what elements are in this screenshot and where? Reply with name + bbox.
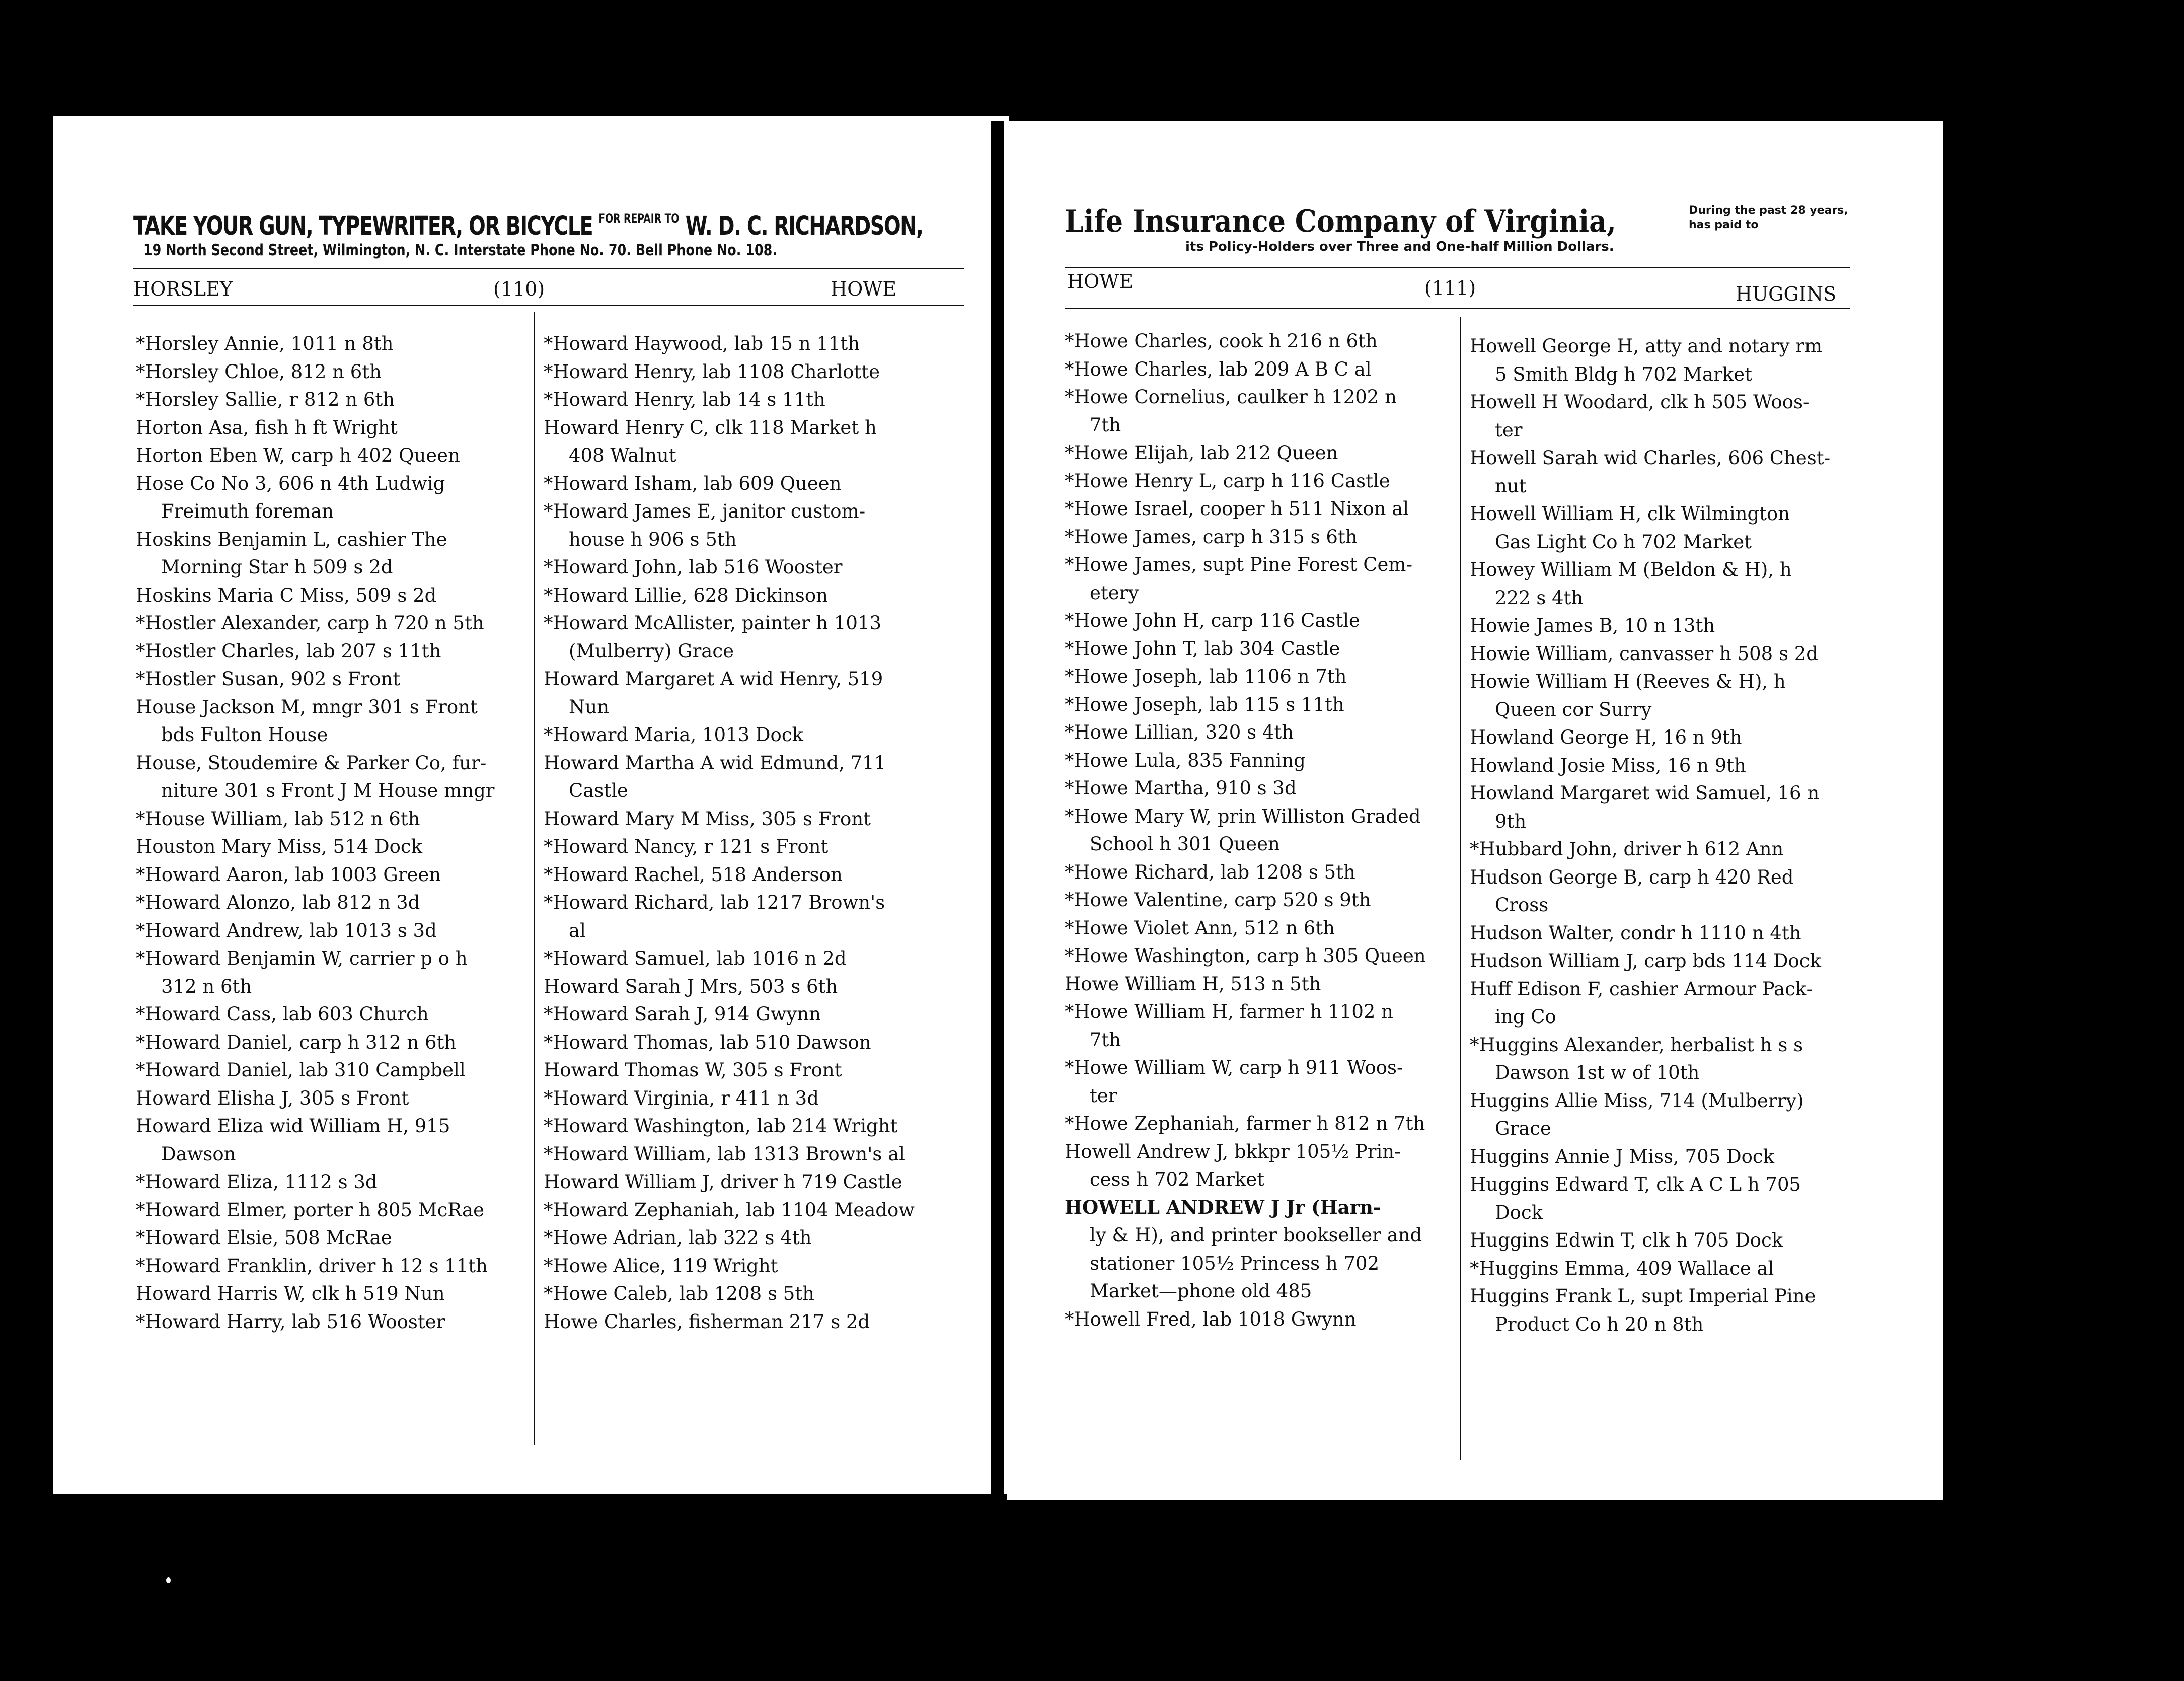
directory-entry: [544, 1029, 976, 1057]
directory-entry: [544, 665, 976, 721]
entry-continuation: nut: [1495, 475, 1527, 497]
directory-entry: [136, 1112, 569, 1168]
entry-line: Huggins Frank L, supt Imperial Pine: [1470, 1285, 1816, 1307]
directory-entry: [1470, 500, 1862, 556]
entry-line: Howland Margaret wid Samuel, 16 n: [1470, 782, 1820, 804]
entry-line: Howard Eliza wid William H, 915: [136, 1115, 450, 1137]
directory-entry: [544, 1112, 976, 1140]
entry-line: *Howe John T, lab 304 Castle: [1065, 637, 1340, 660]
life-insurance-advertisement: [1065, 204, 1920, 254]
directory-entry: [1065, 858, 1482, 887]
entry-continuation: stationer 105½ Princess h 702: [1090, 1252, 1380, 1274]
entry-line: Hose Co No 3, 606 n 4th Ludwig: [136, 472, 445, 494]
entry-line: Howell Sarah wid Charles, 606 Chest-: [1470, 447, 1831, 469]
directory-entry: [1470, 1087, 1862, 1143]
entry-line: *Horsley Annie, 1011 n 8th: [136, 333, 394, 354]
entry-line: Howie James B, 10 n 13th: [1470, 615, 1715, 636]
entry-line: House, Stoudemire & Parker Co, fur-: [136, 752, 487, 774]
entry-line: *Howe William H, farmer h 1102 n: [1065, 1001, 1393, 1022]
entry-line: *Howard Samuel, lab 1016 n 2d: [544, 947, 847, 969]
entry-line: *Huggins Alexander, herbalist h s s: [1470, 1034, 1803, 1056]
entry-line: *Howe Zephaniah, farmer h 812 n 7th: [1065, 1113, 1425, 1134]
entry-line: Howe Charles, fisherman 217 s 2d: [544, 1310, 870, 1333]
directory-entry: [544, 721, 976, 749]
directory-entry: [1065, 942, 1482, 970]
directory-entry: [1065, 439, 1482, 467]
directory-entry: [136, 861, 569, 889]
directory-entry: [544, 581, 976, 610]
entry-line: *Howard Elsie, 508 McRae: [136, 1227, 392, 1249]
directory-entry: [544, 1140, 976, 1168]
entry-continuation: house h 906 s 5th: [569, 528, 737, 550]
entry-line: *Howard Richard, lab 1217 Brown's: [544, 892, 885, 913]
directory-entry: [136, 1168, 569, 1196]
directory-entry: [136, 330, 569, 358]
entry-line: *Howard Benjamin W, carrier p o h: [136, 947, 468, 969]
directory-entry: [1470, 779, 1862, 835]
directory-entry: [1470, 1031, 1862, 1087]
entry-continuation: bds Fulton House: [161, 724, 328, 746]
entry-line: *Howe John H, carp 116 Castle: [1065, 610, 1360, 631]
directory-entry: [1065, 747, 1482, 775]
page-number: (110): [493, 278, 545, 300]
directory-entry: [544, 1168, 976, 1196]
left-page: [53, 116, 1009, 1494]
directory-entry: [1470, 1282, 1862, 1338]
entry-continuation: 408 Walnut: [569, 445, 676, 466]
directory-entry: [1470, 863, 1862, 919]
entry-continuation: Gas Light Co h 702 Market: [1495, 531, 1752, 553]
entry-continuation: 9th: [1495, 810, 1527, 832]
directory-entry: [1470, 947, 1862, 975]
directory-entry: [544, 1084, 976, 1113]
running-head-right: HUGGINS: [1736, 283, 1837, 305]
entry-line: Howell Andrew J, bkkpr 105½ Prin-: [1065, 1140, 1401, 1162]
page-gutter: [991, 121, 1004, 1499]
entry-line: *Howe Joseph, lab 1106 n 7th: [1065, 666, 1347, 687]
directory-entry: [136, 526, 569, 581]
directory-entry: [1065, 523, 1482, 551]
entry-line: *Howard Harry, lab 516 Wooster: [136, 1310, 445, 1333]
ad-headline: [133, 211, 923, 241]
directory-entry: [1470, 1226, 1862, 1255]
right-page: [1007, 121, 1943, 1500]
entry-line: *Howe Mary W, prin Williston Graded: [1065, 805, 1421, 827]
entry-line: *Hostler Alexander, carp h 720 n 5th: [136, 612, 484, 634]
entry-line: *Howe Violet Ann, 512 n 6th: [1065, 917, 1335, 939]
directory-entry: [544, 1196, 976, 1224]
entry-line: Howie William H (Reeves & H), h: [1470, 671, 1786, 692]
directory-entry: [1470, 835, 1862, 863]
entry-line: Huggins Annie J Miss, 705 Dock: [1470, 1145, 1775, 1167]
directory-entry: [1470, 919, 1862, 947]
entry-line: *Howard Daniel, lab 310 Campbell: [136, 1059, 466, 1081]
entry-line: *Howe Lula, 835 Fanning: [1065, 749, 1306, 771]
directory-entry: [544, 1308, 976, 1336]
entry-line: *Howard Alonzo, lab 812 n 3d: [136, 892, 420, 913]
entry-line: *House William, lab 512 n 6th: [136, 808, 420, 830]
directory-column-1: [1065, 327, 1482, 1333]
entry-continuation: Castle: [569, 780, 628, 801]
entry-line: Howe William H, 513 n 5th: [1065, 973, 1321, 995]
entry-line: *Horsley Sallie, r 812 n 6th: [136, 389, 395, 410]
entry-continuation: Product Co h 20 n 8th: [1495, 1313, 1704, 1335]
entry-line: Howell H Woodard, clk h 505 Woos-: [1470, 391, 1810, 413]
entry-line: *Howard Thomas, lab 510 Dawson: [544, 1031, 871, 1053]
entry-line: *Howe William W, carp h 911 Woos-: [1065, 1057, 1403, 1078]
directory-entry: [136, 1056, 569, 1084]
directory-entry: [1065, 551, 1482, 607]
entry-line: Howard Henry C, clk 118 Market h: [544, 416, 877, 438]
directory-entry: [1470, 668, 1862, 723]
entry-line: *Howard James E, janitor custom-: [544, 500, 866, 522]
entry-line: *Howard Cass, lab 603 Church: [136, 1003, 429, 1025]
directory-entry: [136, 665, 569, 693]
entry-line: Howey William M (Beldon & H), h: [1470, 559, 1792, 580]
directory-entry: [544, 386, 976, 414]
entry-line: *Howe James, supt Pine Forest Cem-: [1065, 554, 1413, 575]
directory-entry: [1065, 774, 1482, 802]
entry-line: *Howe Elijah, lab 212 Queen: [1065, 442, 1338, 464]
entry-continuation: 312 n 6th: [161, 975, 252, 997]
entry-line: *Huggins Emma, 409 Wallace al: [1470, 1257, 1774, 1279]
entry-continuation: Nun: [569, 696, 610, 718]
entry-continuation: Freimuth foreman: [161, 500, 334, 522]
entry-continuation: 7th: [1090, 414, 1121, 436]
entry-line: Howard Martha A wid Edmund, 711: [544, 752, 886, 774]
scan-speck: [166, 1577, 171, 1583]
directory-entry: [1065, 802, 1482, 858]
entry-line: *Horsley Chloe, 812 n 6th: [136, 360, 382, 383]
directory-entry: [136, 1084, 569, 1113]
entry-continuation: ing Co: [1495, 1006, 1556, 1028]
header-underline: [133, 305, 964, 306]
directory-entry: [136, 442, 569, 470]
directory-entry: [136, 1000, 569, 1029]
directory-column-2: [544, 330, 976, 1336]
entry-line: Huggins Allie Miss, 714 (Mulberry): [1470, 1089, 1804, 1112]
entry-line: Hudson William J, carp bds 114 Dock: [1470, 950, 1821, 972]
entry-continuation: cess h 702 Market: [1090, 1168, 1265, 1190]
directory-entry: [136, 609, 569, 637]
directory-entry: [1065, 1054, 1482, 1110]
directory-entry: [1065, 467, 1482, 495]
scan-speck: [160, 1478, 164, 1482]
entry-line: Howard Harris W, clk h 519 Nun: [136, 1283, 445, 1304]
entry-line: Huggins Edward T, clk A C L h 705: [1470, 1174, 1801, 1195]
entry-line: Horton Eben W, carp h 402 Queen: [136, 445, 460, 466]
entry-line: *Howe Joseph, lab 115 s 11th: [1065, 693, 1344, 715]
entry-continuation: 222 s 4th: [1495, 587, 1584, 609]
directory-entry: [136, 1280, 569, 1308]
entry-line: Huggins Edwin T, clk h 705 Dock: [1470, 1229, 1783, 1251]
entry-continuation: Cross: [1495, 894, 1549, 916]
entry-line: *Hubbard John, driver h 612 Ann: [1470, 838, 1784, 860]
directory-entry: [544, 889, 976, 944]
directory-entry: [1065, 355, 1482, 384]
directory-entry: [544, 358, 976, 386]
entry-line: *Howe Charles, cook h 216 n 6th: [1065, 330, 1378, 352]
directory-entry: [1065, 998, 1482, 1054]
directory-entry: [136, 470, 569, 526]
ad-subline: its Policy-Holders over Three and One-half Million Dollars.: [1185, 239, 1614, 254]
entry-line: *Howard Maria, 1013 Dock: [544, 724, 803, 746]
directory-entry: [136, 414, 569, 442]
entry-line: *Howard Lillie, 628 Dickinson: [544, 584, 829, 606]
ad-headline-small: FOR REPAIR TO: [598, 211, 680, 226]
directory-entry: [544, 414, 976, 470]
directory-entry: [1470, 1255, 1862, 1283]
entry-continuation: Grace: [1495, 1118, 1551, 1139]
entry-line: *Howard Aaron, lab 1003 Green: [136, 863, 441, 886]
entry-continuation: (Mulberry) Grace: [569, 640, 734, 662]
directory-entry: [136, 1252, 569, 1280]
directory-entry: [544, 1252, 976, 1280]
entry-continuation: Dawson: [161, 1143, 236, 1165]
directory-entry: [136, 637, 569, 666]
directory-entry: [1065, 1305, 1482, 1334]
entry-line: Houston Mary Miss, 514 Dock: [136, 836, 423, 857]
entry-continuation: etery: [1090, 581, 1139, 604]
directory-column-1: [136, 330, 569, 1336]
entry-line: *Howard Sarah J, 914 Gwynn: [544, 1003, 821, 1025]
entry-line: *Howard Haywood, lab 15 n 11th: [544, 333, 860, 354]
running-head-right: HOWE: [831, 278, 897, 300]
page-number: (111): [1424, 277, 1476, 299]
directory-entry: [1470, 444, 1862, 500]
directory-entry: [136, 917, 569, 945]
entry-continuation: School h 301 Queen: [1090, 833, 1280, 855]
directory-entry: [1065, 495, 1482, 523]
entry-continuation: 7th: [1090, 1029, 1121, 1051]
directory-entry: [544, 944, 976, 973]
entry-line: *Howard Eliza, 1112 s 3d: [136, 1171, 378, 1193]
entry-line: *Howe Richard, lab 1208 s 5th: [1065, 861, 1355, 883]
entry-line: *Howell Fred, lab 1018 Gwynn: [1065, 1308, 1357, 1330]
entry-line: Howland George H, 16 n 9th: [1470, 726, 1742, 748]
directory-entry: [1065, 886, 1482, 914]
directory-entry: [136, 1308, 569, 1336]
ad-headline-a: TAKE YOUR GUN, TYPEWRITER, OR BICYCLE: [133, 211, 593, 241]
entry-continuation: ter: [1090, 1084, 1117, 1107]
directory-entry: [544, 749, 976, 805]
entry-line: Howard Sarah J Mrs, 503 s 6th: [544, 975, 838, 997]
entry-line: *Howard Rachel, 518 Anderson: [544, 863, 843, 886]
directory-entry: [1470, 612, 1862, 640]
directory-entry: [544, 609, 976, 665]
entry-continuation: ly & H), and printer bookseller and: [1090, 1224, 1422, 1246]
entry-line: *Howe Henry L, carp h 116 Castle: [1065, 470, 1390, 492]
directory-entry: [136, 358, 569, 386]
entry-line: *Howe Martha, 910 s 3d: [1065, 777, 1297, 799]
directory-entry: [1065, 691, 1482, 719]
entry-line: Howard William J, driver h 719 Castle: [544, 1171, 902, 1193]
entry-line: *Howe Lillian, 320 s 4th: [1065, 721, 1294, 743]
directory-entry: [544, 833, 976, 861]
entry-line: *Hostler Susan, 902 s Front: [136, 668, 401, 690]
directory-entry: [136, 1224, 569, 1252]
ad-headline: Life Insurance Company of Virginia,: [1065, 204, 1616, 239]
entry-continuation: al: [569, 919, 586, 941]
entry-line: *Howe Washington, carp h 305 Queen: [1065, 945, 1426, 967]
directory-entry: [1470, 1143, 1862, 1171]
entry-line: Howell William H, clk Wilmington: [1470, 503, 1790, 525]
directory-column-2: [1470, 332, 1862, 1338]
entry-line: *Howard Washington, lab 214 Wright: [544, 1115, 898, 1137]
directory-entry: [1470, 556, 1862, 612]
column-rule: [534, 312, 535, 1445]
entry-line: Horton Asa, fish h ft Wright: [136, 416, 398, 438]
directory-entry: [136, 1196, 569, 1224]
directory-entry: [136, 833, 569, 861]
entry-line: Howard Elisha J, 305 s Front: [136, 1087, 409, 1109]
entry-line: *Howard Elmer, porter h 805 McRae: [136, 1199, 484, 1221]
entry-line: *Howard Zephaniah, lab 1104 Meadow: [544, 1199, 915, 1221]
entry-line: *Howe Valentine, carp 520 s 9th: [1065, 889, 1371, 911]
directory-entry: [1065, 718, 1482, 747]
directory-entry: [1065, 607, 1482, 635]
header-underline: [1065, 308, 1850, 309]
directory-entry: [1470, 723, 1862, 752]
directory-entry: [136, 889, 569, 917]
directory-entry: [136, 749, 569, 805]
entry-line: *Howard Isham, lab 609 Queen: [544, 472, 842, 494]
entry-continuation: Dock: [1495, 1201, 1543, 1223]
directory-entry: [1065, 1194, 1482, 1305]
entry-continuation: Queen cor Surry: [1495, 698, 1652, 720]
entry-line: *Howard McAllister, painter h 1013: [544, 612, 882, 634]
entry-line: *Howe James, carp h 315 s 6th: [1065, 526, 1358, 548]
directory-entry: [136, 805, 569, 833]
header-rule: [1065, 267, 1850, 268]
entry-continuation: Dawson 1st w of 10th: [1495, 1062, 1700, 1083]
entry-line: Howard Margaret A wid Henry, 519: [544, 668, 883, 690]
entry-line: *Howard Nancy, r 121 s Front: [544, 836, 829, 857]
entry-line: HOWELL ANDREW J Jr (Harn-: [1065, 1196, 1381, 1218]
directory-entry: [544, 861, 976, 889]
directory-entry: [1470, 388, 1862, 444]
entry-continuation: Market—phone old 485: [1090, 1280, 1312, 1302]
directory-entry: [1470, 332, 1862, 388]
entry-line: *Howe Adrian, lab 322 s 4th: [544, 1227, 812, 1249]
directory-entry: [1470, 640, 1862, 668]
entry-line: Hoskins Maria C Miss, 509 s 2d: [136, 584, 437, 606]
entry-continuation: Morning Star h 509 s 2d: [161, 556, 393, 578]
directory-entry: [1065, 383, 1482, 439]
entry-line: *Howard Franklin, driver h 12 s 11th: [136, 1255, 488, 1277]
running-head-left: HORSLEY: [133, 278, 233, 300]
header-rule: [133, 268, 964, 269]
entry-line: Howard Mary M Miss, 305 s Front: [544, 808, 871, 830]
directory-entry: [544, 553, 976, 581]
entry-line: *Howe Caleb, lab 1208 s 5th: [544, 1283, 814, 1304]
entry-continuation: ter: [1495, 419, 1523, 441]
ad-aside: During the past 28 years, has paid to: [1689, 204, 1848, 231]
entry-continuation: niture 301 s Front J M House mngr: [161, 780, 495, 801]
directory-entry: [136, 581, 569, 610]
entry-line: *Howard John, lab 516 Wooster: [544, 556, 843, 578]
directory-entry: [544, 973, 976, 1001]
entry-line: Howell George H, atty and notary rm: [1470, 335, 1823, 357]
directory-entry: [136, 693, 569, 749]
directory-entry: [544, 805, 976, 833]
directory-entry: [1065, 1138, 1482, 1194]
directory-entry: [1065, 663, 1482, 691]
column-rule: [1460, 317, 1461, 1460]
directory-entry: [544, 1056, 976, 1084]
directory-entry: [136, 1029, 569, 1057]
directory-entry: [136, 944, 569, 1000]
entry-line: *Howard Henry, lab 14 s 11th: [544, 389, 825, 410]
entry-line: House Jackson M, mngr 301 s Front: [136, 696, 478, 718]
directory-entry: [544, 1224, 976, 1252]
ad-headline-b: W. D. C. RICHARDSON,: [685, 211, 923, 241]
entry-line: *Howe Charles, lab 209 A B C al: [1065, 358, 1372, 380]
entry-line: *Howard William, lab 1313 Brown's al: [544, 1143, 906, 1165]
directory-entry: [544, 497, 976, 553]
entry-line: *Howe Alice, 119 Wright: [544, 1255, 778, 1277]
directory-entry: [544, 1280, 976, 1308]
entry-line: Howie William, canvasser h 508 s 2d: [1470, 642, 1818, 665]
entry-line: Hudson Walter, condr h 1110 n 4th: [1470, 922, 1801, 944]
directory-entry: [1470, 975, 1862, 1031]
entry-line: *Howard Andrew, lab 1013 s 3d: [136, 919, 437, 941]
directory-entry: [1470, 752, 1862, 780]
entry-line: Huff Edison F, cashier Armour Pack-: [1470, 978, 1813, 1000]
directory-entry: [1470, 1171, 1862, 1226]
entry-line: *Howe Cornelius, caulker h 1202 n: [1065, 386, 1397, 408]
entry-line: Hudson George B, carp h 420 Red: [1470, 866, 1794, 888]
richardson-advertisement: [133, 211, 964, 259]
entry-line: Howland Josie Miss, 16 n 9th: [1470, 754, 1746, 776]
directory-entry: [544, 470, 976, 498]
directory-entry: [544, 1000, 976, 1029]
entry-line: *Howe Israel, cooper h 511 Nixon al: [1065, 498, 1409, 520]
directory-entry: [1065, 914, 1482, 942]
directory-entry: [1065, 635, 1482, 663]
directory-entry: [1065, 1110, 1482, 1138]
directory-entry: [1065, 970, 1482, 998]
directory-entry: [544, 330, 976, 358]
entry-line: Howard Thomas W, 305 s Front: [544, 1059, 842, 1081]
directory-entry: [1065, 327, 1482, 355]
entry-line: *Howard Henry, lab 1108 Charlotte: [544, 360, 880, 383]
entry-line: *Howard Virginia, r 411 n 3d: [544, 1087, 819, 1109]
entry-line: Hoskins Benjamin L, cashier The: [136, 528, 447, 550]
directory-entry: [136, 386, 569, 414]
running-head-left: HOWE: [1067, 270, 1134, 293]
entry-continuation: 5 Smith Bldg h 702 Market: [1495, 363, 1752, 385]
entry-line: *Howard Daniel, carp h 312 n 6th: [136, 1031, 457, 1053]
entry-line: *Hostler Charles, lab 207 s 11th: [136, 640, 441, 662]
ad-address: 19 North Second Street, Wilmington, N. C. Interstate Phone No. 70. Bell Phone No. 108.: [143, 241, 777, 259]
